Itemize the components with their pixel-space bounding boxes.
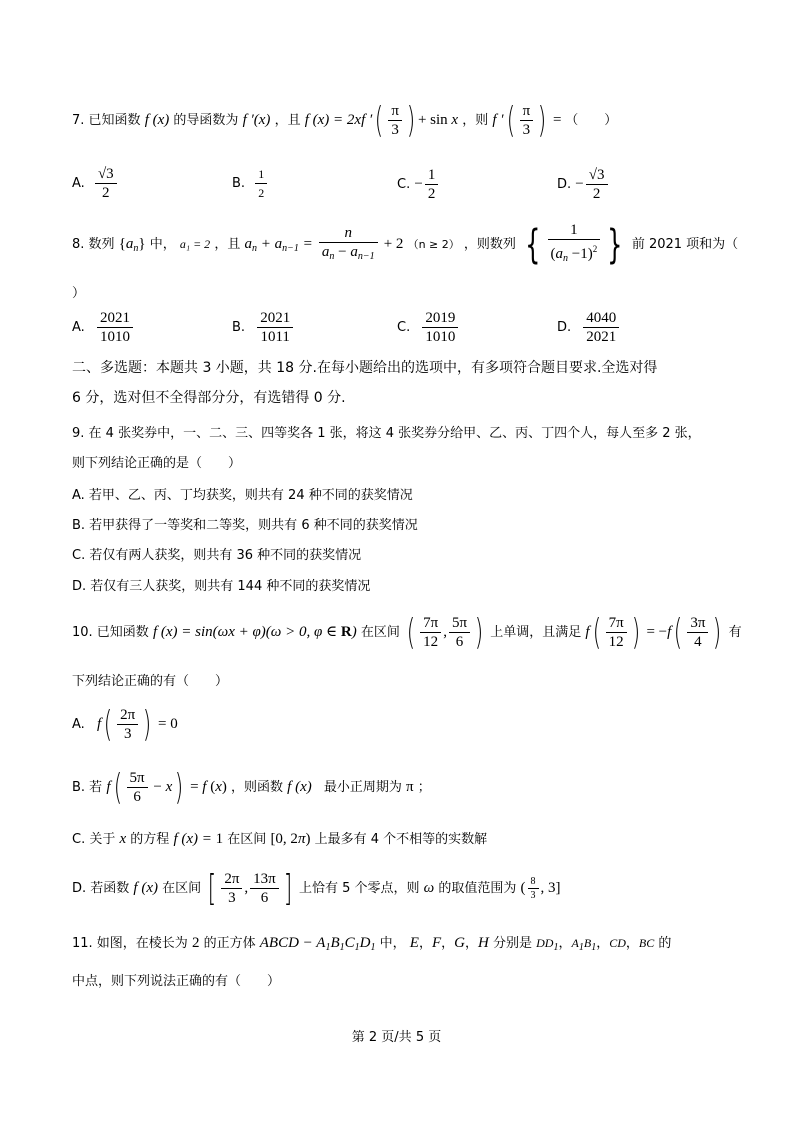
q9-option-a: A. 若甲、乙、丙、丁均获奖，则共有 24 种不同的获奖情况 — [72, 488, 413, 503]
q9-line2: 则下列结论正确的是（ ） — [72, 456, 242, 471]
q8-option-c: C. $\frac{2019}{1010}$ — [397, 308, 460, 348]
q7-fpx: f ′(x) — [242, 112, 271, 128]
q8-close: ） — [72, 286, 86, 301]
q11-line2: 中点，则下列说法正确的有（ ） — [72, 974, 281, 989]
q10-option-a: A. f( $\frac{2\pi}{3}$ ) = 0 — [72, 703, 178, 745]
section2-line1: 二、多选题：本题共 3 小题，共 18 分.在每小题给出的选项中，有多项符合题目要求.全选对得 — [72, 360, 658, 376]
q7-option-a: A. $\frac{√3}{2}$ — [72, 164, 119, 204]
q7-option-b: B. $\frac{1}{2}$ — [232, 164, 269, 204]
q8-option-b: B. $\frac{2021}{1011}$ — [232, 308, 295, 348]
q9-option-b: B. 若甲获得了一等奖和二等奖，则共有 6 种不同的获奖情况 — [72, 518, 418, 533]
q7-prefix: 7. 已知函数 — [72, 113, 141, 128]
q10-line: 10. 已知函数 f (x) = sin(ωx + φ)(ω > 0, φ ∈ R) 在区间 ( $\frac{7\pi}{12}$ , $\frac{5\pi}{6}$ ) 上单调，且满足 f( $\frac{7\pi}{12}$ ) = −f( $\frac{3\pi}{4}$ ) 有 — [72, 611, 742, 653]
q7-then: ，则 — [462, 113, 489, 128]
q7-deriv-text: 的导函数为 — [173, 113, 239, 128]
section2-line2: 6 分，选对但不全得部分分，有选错得 0 分. — [72, 390, 346, 406]
q10-option-d: D. 若函数 f (x) 在区间 [ $\frac{2\pi}{3}$ , $\frac{13\pi}{6}$ ] 上恰有 5 个零点，则 ω 的取值范围为 ( $\frac{8}{3}$ , 3] — [72, 867, 561, 909]
q10-option-b: B. 若 f( $\frac{5\pi}{6}$ − x) = f (x) ，则函数 f (x) 最小正周期为 π ； — [72, 766, 431, 808]
q8-option-d: D. $\frac{4040}{2021}$ — [557, 308, 621, 348]
q9-option-c: C. 若仅有两人获奖，则共有 36 种不同的获奖情况 — [72, 548, 362, 563]
q9-option-d: D. 若仅有三人获奖，则共有 144 种不同的获奖情况 — [72, 579, 371, 594]
q7-and: ，且 — [274, 113, 301, 128]
q7-line: 7. 已知函数 f (x) 的导函数为 f ′(x) ，且 f (x) = 2xf ′( $\frac{\pi}{3}$ ) + sin x ，则 f ′( $\frac{\pi}{3}$ ) = （ ） — [72, 99, 618, 141]
q10-line2: 下列结论正确的有（ ） — [72, 674, 229, 689]
q10-option-c: C. 关于 x 的方程 f (x) = 1 在区间 [0, 2π) 上最多有 4 个不相等的实数解 — [72, 831, 488, 847]
q7-option-c: C. − $\frac{1}{2}$ — [397, 164, 440, 205]
page-footer: 第 2 页/共 5 页 — [351, 1030, 442, 1045]
q7-option-d: D. − $\frac{√3}{2}$ — [557, 164, 610, 205]
q8-option-a: A. $\frac{2021}{1010}$ — [72, 308, 135, 348]
q7-blank: （ ） — [565, 113, 618, 128]
q7-fx: f (x) — [144, 112, 170, 128]
q7-eq: f (x) = 2xf ′ — [304, 112, 373, 128]
q11-line: 11. 如图，在棱长为 2 的正方体 ABCD − $A_1B_1C_1D_1$ 中， E，F，G，H 分别是 $DD_1$，$A_1B_1$，CD，BC 的 — [72, 935, 672, 953]
q8-line: 8. 数列 $\{a_n\}$ 中， a₁ = 2 ，且 $a_n + a_{n-1}$ = $\frac{n}{a_n - a_{n-1}}$ + 2 （n ≥ 2） ，则数列 { $\frac{1}{(a_n -1)^2}$ } 前 2021 项和为（ — [72, 221, 739, 268]
q9-line1: 9. 在 4 张奖券中，一、二、三、四等奖各 1 张，将这 4 张奖券分给甲、乙、丙、丁四个人，每人至多 2 张， — [72, 426, 701, 441]
